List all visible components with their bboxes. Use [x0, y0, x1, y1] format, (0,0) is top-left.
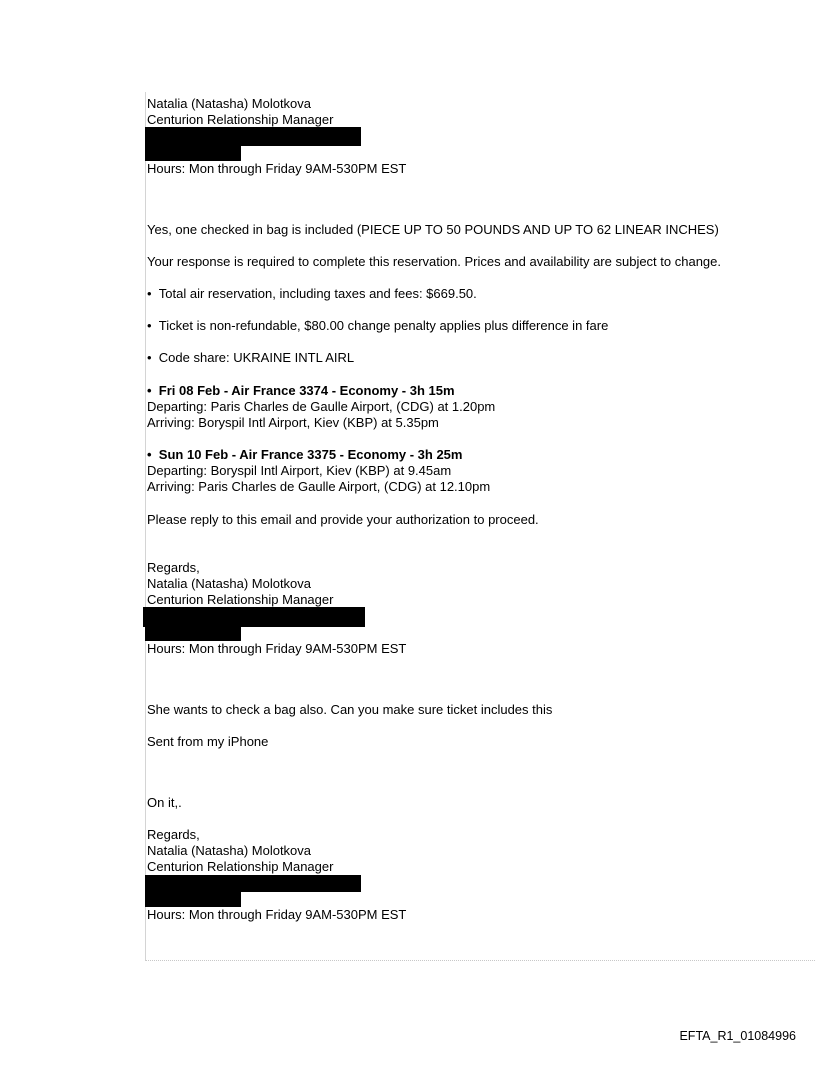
regards: Regards, [147, 827, 200, 842]
flight-heading-text: Sun 10 Feb - Air France 3375 - Economy - 3h 25m [158, 447, 463, 462]
signature-title: Centurion Relationship Manager [147, 112, 334, 127]
signature-title: Centurion Relationship Manager [147, 592, 334, 607]
reply-message: On it,. [147, 795, 182, 810]
flight-heading-return [147, 447, 462, 463]
signature-name: Natalia (Natasha) Molotkova [147, 576, 312, 591]
signature-hours: Hours: Mon through Friday 9AM-530PM EST [147, 161, 407, 176]
signature-hours: Hours: Mon through Friday 9AM-530PM EST [147, 907, 407, 922]
bullet-text: Total air reservation, including taxes and fees: $669.50. [158, 286, 477, 301]
signature-name: Natalia (Natasha) Molotkova [147, 843, 312, 858]
bullet-text: Ticket is non-refundable, $80.00 change penalty applies plus difference in fare [158, 318, 609, 333]
bullet-total-price [147, 286, 477, 302]
document-id: EFTA_R1_01084996 [679, 1029, 796, 1043]
bullet-marker: • [147, 447, 152, 462]
redaction-bar [145, 892, 241, 907]
reply-request: Please reply to this email and provide your authorization to proceed. [147, 512, 539, 527]
regards: Regards, [147, 560, 200, 575]
redaction-bar [145, 875, 361, 892]
flight-heading-outbound [147, 383, 455, 399]
redaction-bar [145, 627, 241, 641]
flight-heading-text: Fri 08 Feb - Air France 3374 - Economy - 3h 15m [158, 383, 455, 398]
signature-title: Centurion Relationship Manager [147, 859, 334, 874]
flight-departing-outbound: Departing: Paris Charles de Gaulle Airport, (CDG) at 1.20pm [147, 399, 496, 414]
flight-departing-return: Departing: Boryspil Intl Airport, Kiev (KBP) at 9.45am [147, 463, 452, 478]
bullet-marker: • [147, 383, 152, 398]
flight-arriving-return: Arriving: Paris Charles de Gaulle Airport, (CDG) at 12.10pm [147, 479, 491, 494]
bullet-refund-policy [147, 318, 608, 334]
bullet-marker: • [147, 350, 152, 365]
signature-name: Natalia (Natasha) Molotkova [147, 96, 312, 111]
bullet-marker: • [147, 318, 152, 333]
bullet-marker: • [147, 286, 152, 301]
bullet-text: Code share: UKRAINE INTL AIRL [158, 350, 355, 365]
sent-from-line: Sent from my iPhone [147, 734, 269, 749]
response-required-note: Your response is required to complete this reservation. Prices and availability are subject to change. [147, 254, 721, 269]
bag-request-message: She wants to check a bag also. Can you make sure ticket includes this [147, 702, 553, 717]
baggage-info: Yes, one checked in bag is included (PIECE UP TO 50 POUNDS AND UP TO 62 LINEAR INCHES) [147, 222, 719, 237]
bullet-code-share [147, 350, 354, 366]
signature-hours: Hours: Mon through Friday 9AM-530PM EST [147, 641, 407, 656]
flight-arriving-outbound: Arriving: Boryspil Intl Airport, Kiev (KBP) at 5.35pm [147, 415, 439, 430]
redaction-bar [145, 146, 241, 161]
redaction-bar [143, 607, 365, 627]
redaction-bar [145, 127, 361, 146]
